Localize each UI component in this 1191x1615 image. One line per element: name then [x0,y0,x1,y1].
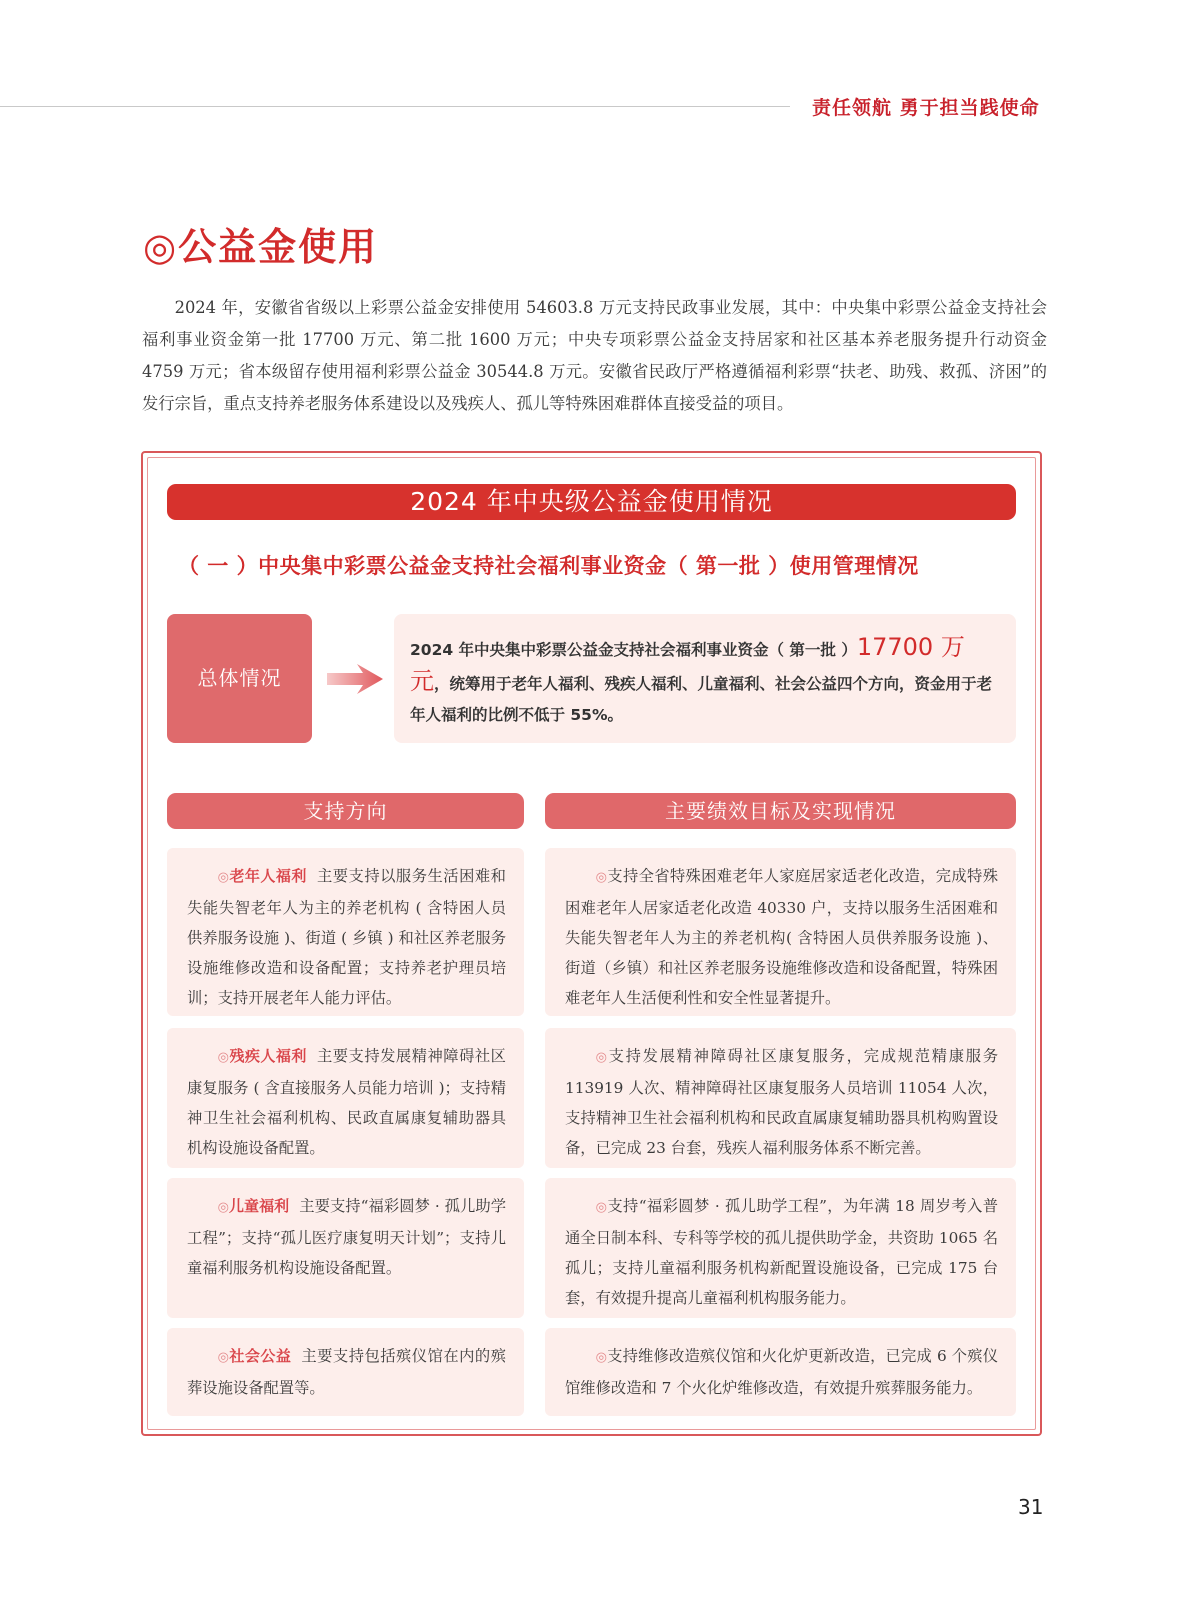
section-title: ◎公益金使用 [143,225,379,269]
bullet-icon: ◎ [595,1350,608,1365]
category-label: 儿童福利 [229,1197,290,1215]
support-direction-header: 支持方向 [167,793,524,829]
header-rule [0,106,790,107]
panel-subtitle: （ 一 ）中央集中彩票公益金支持社会福利事业资金（ 第一批 ）使用管理情况 [178,554,919,578]
bullet-icon: ◎ [217,1200,229,1215]
result-cell-children [545,1178,1016,1318]
bullet-icon: ◎ [217,1050,230,1065]
bullet-icon: ◎ [595,1050,609,1065]
overall-text-pre: 2024 年中央集中彩票公益金支持社会福利事业资金（ 第一批 ） [410,641,857,659]
support-text: 主要支持包括殡仪馆在内的殡葬设施设备配置等。 [187,1347,506,1397]
support-text: 主要支持“福彩圆梦 · 孤儿助学工程”；支持“孤儿医疗康复明天计划”；支持儿童福利服务机构设施设备配置。 [187,1197,506,1277]
bullet-icon: ◎ [595,1200,608,1215]
panel-banner: 2024 年中央级公益金使用情况 [167,484,1016,520]
category-label: 老年人福利 [229,867,307,885]
result-text: 支持“福彩圆梦 · 孤儿助学工程”，为年满 18 周岁考入普通全日制本科、专科等学校的孤儿提供助学金，共资助 1065 名孤儿；支持儿童福利服务机构新配置设施设备，已完成 175 台套，有效提升提高儿童福利机构服务能力。 [565,1197,999,1307]
overall-text-post: ，统筹用于老年人福利、残疾人福利、儿童福利、社会公益四个方向，资金用于老年人福利的比例不低于 55%。 [410,675,993,724]
support-cell-elderly [167,848,524,1016]
overall-amount: 17700 万元 [410,633,965,695]
result-cell-disabled [545,1028,1016,1168]
bullet-icon: ◎ [595,870,608,885]
support-cell-public-welfare [167,1328,524,1416]
overall-description [394,614,1016,743]
bullet-icon: ◎ [217,870,230,885]
support-cell-children [167,1178,524,1318]
result-cell-elderly [545,848,1016,1016]
support-cell-disabled [167,1028,524,1168]
result-text: 支持维修改造殡仪馆和火化炉更新改造，已完成 6 个殡仪馆维修改造和 7 个火化炉维修改造，有效提升殡葬服务能力。 [565,1347,998,1397]
result-cell-public-welfare [545,1328,1016,1416]
overall-label: 总体情况 [167,614,312,743]
page-number: 31 [1018,1495,1044,1519]
intro-paragraph: 2024 年，安徽省省级以上彩票公益金安排使用 54603.8 万元支持民政事业发展，其中：中央集中彩票公益金支持社会福利事业资金第一批 17700 万元、第二批 1600 万元；中央专项彩票公益金支持居家和社区基本养老服务提升行动资金 4759 万元；省本级留存使用福利彩票公益金 30544.8 万元。安徽省民政厅严格遵循福利彩票“扶老、助残、救孤、济困”的发行宗旨，重点支持养老服务体系建设以及残疾人、孤儿等特殊困难群体直接受益的项目。 [142,298,1047,413]
support-text: 主要支持以服务生活困难和失能失智老年人为主的养老机构 ( 含特困人员供养服务设施 )、街道 ( 乡镇 ) 和社区养老服务设施维修改造和设备配置；支持养老护理员培训；支持开展老年人能力评估。 [187,867,506,1007]
result-text: 支持全省特殊困难老年人家庭居家适老化改造，完成特殊困难老年人居家适老化改造 40330 户，支持以服务生活困难和失能失智老年人为主的养老机构( 含特困人员供养服务设施 )、街道（乡镇）和社区养老服务设施维修改造和设备配置，特殊困难老年人生活便利性和安全性显著提升。 [565,867,999,1007]
running-header: 责任领航 勇于担当践使命 [812,97,1040,119]
arrow-right-icon [327,664,383,694]
bullet-icon: ◎ [217,1350,230,1365]
result-text: 支持发展精神障碍社区康复服务，完成规范精康服务 113919 人次、精神障碍社区康复服务人员培训 11054 人次，支持精神卫生社会福利机构和民政直属康复辅助器具机构购置设备，已完成 23 台套，残疾人福利服务体系不断完善。 [565,1047,998,1157]
support-text: 主要支持发展精神障碍社区康复服务 ( 含直接服务人员能力培训 )；支持精神卫生社会福利机构、民政直属康复辅助器具机构设施设备配置。 [187,1047,506,1157]
category-label: 残疾人福利 [229,1047,307,1065]
category-label: 社会公益 [229,1347,292,1365]
performance-goals-header: 主要绩效目标及实现情况 [545,793,1016,829]
